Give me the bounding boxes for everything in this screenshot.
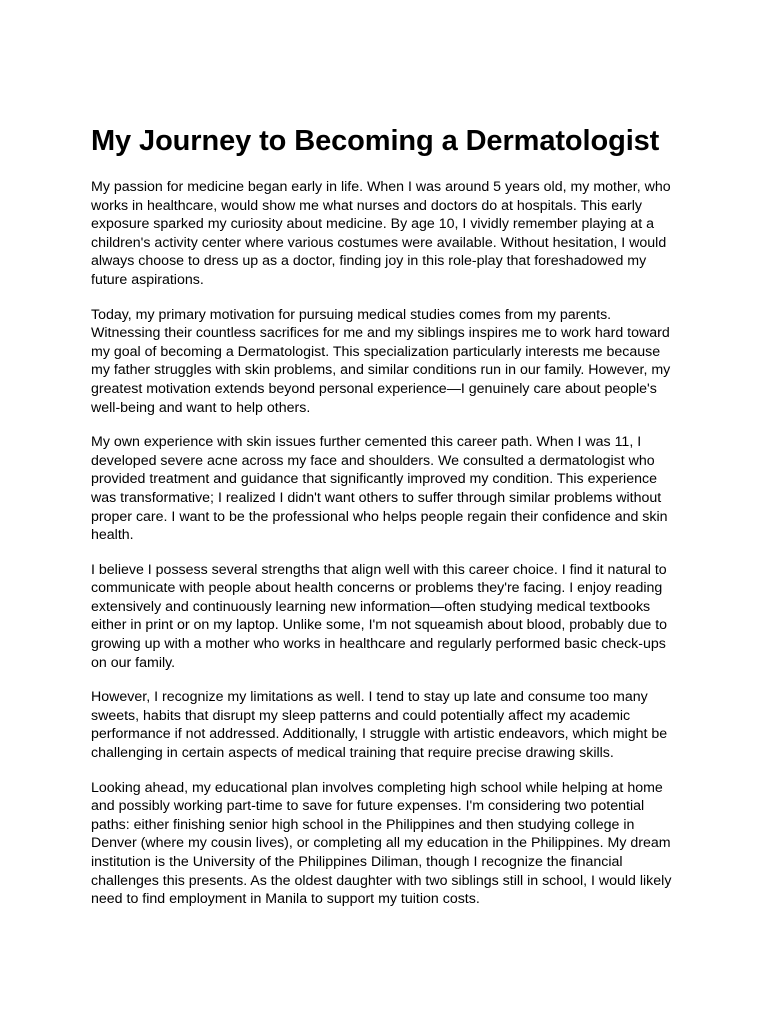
paragraph-educational-plan: Looking ahead, my educational plan involves completing high school while helping at home and possibly working part-time to save for future expenses. I'm considering two potential paths: either finishing senior high school in the Philippines and then studying college in Denver (where my cousin lives), or completing all my education in the Philippines. My dream institution is the University of the Philippines Diliman, though I recognize the financial challenges this presents. As the oldest daughter with two siblings still in school, I would likely need to find employment in Manila to support my tuition costs. <box>91 779 672 908</box>
paragraph-early-passion: My passion for medicine began early in life. When I was around 5 years old, my mother, who works in healthcare, would show me what nurses and doctors do at hospitals. This early exposure sparked my curiosity about medicine. By age 10, I vividly remember playing at a children's activity center where various costumes were available. Without hesitation, I would always choose to dress up as a doctor, finding joy in this role-play that foreshadowed my future aspirations. <box>91 179 671 288</box>
document-title: My Journey to Becoming a Dermatologist <box>91 125 660 157</box>
paragraph-skin-experience: My own experience with skin issues further cemented this career path. When I was 11, I developed severe acne across my face and shoulders. We consulted a dermatologist who provided treatment and guidance that significantly improved my condition. This experience was transformative; I realized I didn't want others to suffer through similar problems without proper care. I want to be the professional who helps people regain their confidence and skin health. <box>91 434 668 544</box>
paragraph-limitations: However, I recognize my limitations as well. I tend to stay up late and consume too many sweets, habits that disrupt my sleep patterns and could potentially affect my academic performance if not addressed. Additionally, I struggle with artistic endeavors, which might be challenging in certain aspects of medical training that require precise drawing skills. <box>91 689 668 762</box>
document-page <box>91 123 677 925</box>
paragraph-motivation: Today, my primary motivation for pursuing medical studies comes from my parents. Witnessing their countless sacrifices for me and my siblings inspires me to work hard toward my goal of becoming a Dermatologist. This specialization particularly interests me because my father struggles with skin problems, and similar conditions run in our family. However, my greatest motivation extends beyond personal experience—I genuinely care about people's well-being and want to help others. <box>91 306 671 416</box>
paragraph-strengths: I believe I possess several strengths that align well with this career choice. I find it natural to communicate with people about health concerns or problems they're facing. I enjoy reading extensively and continuously learning new information—often studying medical textbooks either in print or on my laptop. Unlike some, I'm not squeamish about blood, probably due to growing up with a mother who works in healthcare and regularly performed basic check-ups on our family. <box>91 561 668 671</box>
